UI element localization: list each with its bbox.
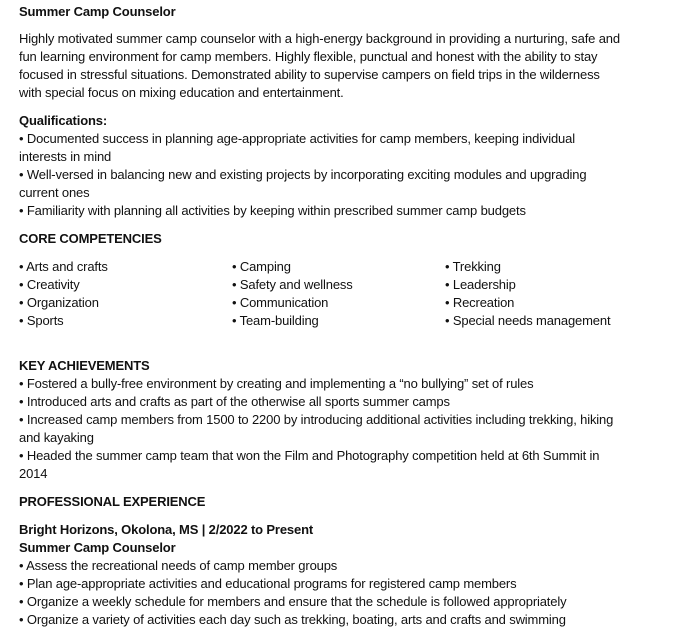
qualifications-section <box>19 112 669 220</box>
qualification-item: • Familiarity with planning all activities by keeping within prescribed summer camp budgets <box>19 203 526 218</box>
summary-section <box>19 30 669 102</box>
job-duty: • Plan age-appropriate activities and educational programs for registered camp members <box>19 576 517 591</box>
competency-item: • Special needs management <box>445 313 611 328</box>
achievement-item: • Increased camp members from 1500 to 2200 by introducing additional activities including trekking, hiking <box>19 412 614 427</box>
achievement-item: • Fostered a bully-free environment by creating and implementing a “no bullying” set of rules <box>19 376 534 391</box>
job-duty: • Organize a weekly schedule for members and ensure that the schedule is followed appropriately <box>19 594 567 609</box>
summary-line: fun learning environment for camp members. Highly flexible, punctual and honest with the ability to stay <box>19 49 598 64</box>
achievement-item-continued: and kayaking <box>19 430 94 445</box>
summary-line: focused in stressful situations. Demonstrated ability to supervise campers on field trips in the wilderness <box>19 67 600 82</box>
core-competencies-heading: CORE COMPETENCIES <box>19 231 162 246</box>
qualification-item-continued: current ones <box>19 185 90 200</box>
key-achievements-section <box>19 357 669 483</box>
achievement-item-continued: 2014 <box>19 466 48 481</box>
competency-item: • Team-building <box>232 313 319 328</box>
competency-item: • Trekking <box>445 259 501 274</box>
achievement-item: • Headed the summer camp team that won the Film and Photography competition held at 6th Summit in <box>19 448 600 463</box>
competency-item: • Arts and crafts <box>19 259 108 274</box>
competency-column <box>232 258 445 330</box>
key-achievements-heading: KEY ACHIEVEMENTS <box>19 358 150 373</box>
qualification-item-continued: interests in mind <box>19 149 112 164</box>
summary-line: with special focus on mixing education and entertainment. <box>19 85 344 100</box>
qualification-item: • Well-versed in balancing new and existing projects by incorporating exciting modules and upgrading <box>19 167 587 182</box>
job-duty: • Organize a variety of activities each day such as trekking, boating, arts and crafts and swimming <box>19 612 566 627</box>
qualifications-heading: Qualifications: <box>19 113 108 128</box>
competency-item: • Communication <box>232 295 329 310</box>
core-competencies-grid <box>19 258 669 330</box>
summary-line: Highly motivated summer camp counselor with a high-energy background in providing a nurturing, safe and <box>19 31 620 46</box>
competency-item: • Sports <box>19 313 64 328</box>
competency-item: • Leadership <box>445 277 516 292</box>
achievement-item: • Introduced arts and crafts as part of the otherwise all sports summer camps <box>19 394 450 409</box>
competency-column <box>445 258 669 330</box>
job-role: Summer Camp Counselor <box>19 540 176 555</box>
competency-item: • Recreation <box>445 295 515 310</box>
job-employer-line: Bright Horizons, Okolona, MS | 2/2022 to Present <box>19 522 314 537</box>
qualification-item: • Documented success in planning age-appropriate activities for camp members, keeping individual <box>19 131 575 146</box>
resume-title: Summer Camp Counselor <box>19 4 176 19</box>
competency-item: • Safety and wellness <box>232 277 353 292</box>
job-entry <box>19 521 669 629</box>
competency-item: • Creativity <box>19 277 80 292</box>
competency-item: • Camping <box>232 259 291 274</box>
competency-item: • Organization <box>19 295 99 310</box>
professional-experience-heading: PROFESSIONAL EXPERIENCE <box>19 494 206 509</box>
competency-column <box>19 258 232 330</box>
job-duty: • Assess the recreational needs of camp member groups <box>19 558 338 573</box>
